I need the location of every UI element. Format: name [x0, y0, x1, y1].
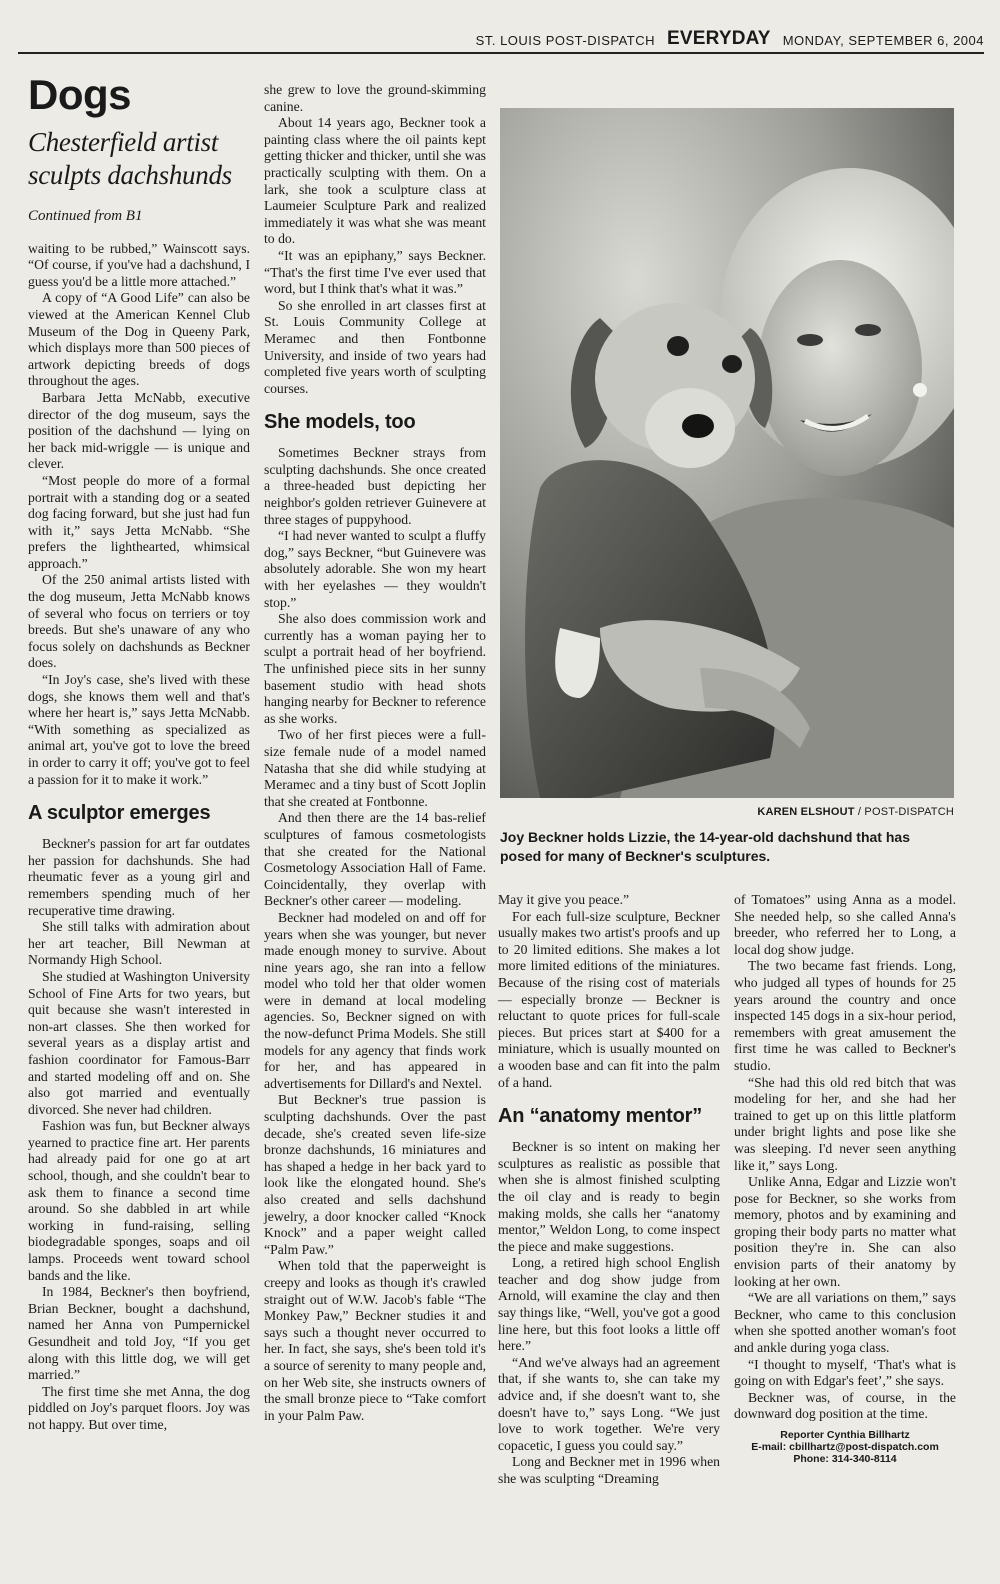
photo-illustration: [500, 108, 954, 798]
photo-caption: Joy Beckner holds Lizzie, the 14-year-old dachshund that has posed for many of Beckner's sculptures.: [500, 829, 910, 864]
paragraph: She also does commission work and currently has a woman paying her to sculpt a portrait head of her boyfriend. The unfinished piece sits in her sunny basement studio with head shots hanging nearby for Beckner to reference as she works.: [264, 611, 486, 726]
reporter-phone: Phone: 314-340-8114: [793, 1453, 897, 1465]
paragraph: “And we've always had an agreement that, if she wants to, she can take my advice and, if she doesn't want to, she doesn't have to,” says Long. “We just love to work together. We're very copacetic, I guess you could say.”: [498, 1354, 720, 1453]
reporter-info: [734, 1429, 956, 1465]
subhead-she-models-too: She models, too: [264, 411, 416, 434]
photo-credit: [500, 806, 954, 818]
paragraph: She studied at Washington University School of Fine Arts for two years, but quit because she wasn't interested in non-art classes. She then worked for several years as a display artist and fashion coordinator for Famous-Barr and started modeling off and on. She also got married and eventually divorced. She never had children.: [28, 968, 250, 1117]
article-column-2: [264, 82, 486, 1424]
photo-credit-org: / POST-DISPATCH: [854, 806, 954, 818]
paragraph: “I had never wanted to sculpt a fluffy dog,” says Beckner, “but Guinevere was absolutely adorable. She won my heart with her eyelashes — they wouldn't stop.”: [264, 528, 486, 610]
paragraph: Two of her first pieces were a full-size female nude of a model named Natasha that she did while studying at Meramec and a tiny bust of Scott Joplin that she created at Fontbonne.: [264, 727, 486, 809]
paragraph: A copy of “A Good Life” can also be viewed at the American Kennel Club Museum of the Dog in Queeny Park, which displays more than 500 pieces of artwork depicting breeds of dogs throughout the ages.: [28, 290, 250, 389]
paragraph: So she enrolled in art classes first at St. Louis Community College at Meramec and then Fontbonne University, and inside of two years had completed five years worth of sculpting courses.: [264, 297, 486, 396]
subhead-sculptor-emerges: A sculptor emerges: [28, 802, 211, 825]
masthead: [18, 26, 984, 54]
paragraph: “She had this old red bitch that was modeling for her, and she had her trained to get up on this little platform under bright lights and pose like she was sleeping. I'd never seen anything like it,” says Long.: [734, 1074, 956, 1173]
paragraph: she grew to love the ground-skimming canine.: [264, 82, 486, 114]
paragraph: “We are all variations on them,” says Beckner, who came to this conclusion when she spotted another woman's foot and ankle during yoga class.: [734, 1290, 956, 1356]
paragraph: The first time she met Anna, the dog piddled on Joy's parquet floors. Joy was not happy. But over time,: [28, 1383, 250, 1432]
article-column-4: [734, 892, 956, 1465]
paragraph: The two became fast friends. Long, who judged all types of hounds for 25 years around the country and once inspected 145 dogs in a six-hour period, remembers with great amusement the first time he was called to Beckner's studio.: [734, 958, 956, 1073]
paragraph: Beckner was, of course, in the downward dog position at the time.: [734, 1389, 956, 1422]
paragraph: “It was an epiphany,” says Beckner. “That's the first time I've ever used that word, but I think that's what it was.”: [264, 247, 486, 297]
paragraph: Long and Beckner met in 1996 when she was sculpting “Dreaming: [498, 1454, 720, 1486]
paragraph: Barbara Jetta McNabb, executive director of the dog museum, says the position of the dachshund — lying on her back mid-wriggle — is unique and clever.: [28, 389, 250, 472]
issue-date: MONDAY, SEPTEMBER 6, 2004: [782, 33, 984, 48]
paragraph: But Beckner's true passion is sculpting dachshunds. Over the past decade, she's created seven life-size bronze dachshunds, 16 miniatures and has shaped a hedge in her back yard to look like the elongated hound. She's also created and sells dachshund jewelry, a door knocker called “Knock Knock” and a paper weight called “Palm Paw.”: [264, 1092, 486, 1257]
article-photo: [500, 108, 954, 798]
paragraph: Beckner had modeled on and off for years when she was younger, but never made enough money to survive. About nine years ago, she ran into a fellow model who told her that older women were in demand at local modeling agencies. So, Beckner signed on with the now-defunct Prima Models. She still models for any agency that finds work for her, and has appeared in advertisements for Dillard's and Nextel.: [264, 909, 486, 1091]
paragraph: May it give you peace.”: [498, 892, 630, 907]
paragraph: Fashion was fun, but Beckner always yearned to practice fine art. Her parents had already paid for one go at art school, though, and she couldn't bear to ask them to finance a second time around. So she dabbled in art while working in fund-raising, selling biodegradable sponges, soaps and oil lamps. Proceeds went toward school bands and the like.: [28, 1118, 250, 1283]
photographer-name: KAREN ELSHOUT: [757, 806, 855, 818]
paragraph: Of the 250 animal artists listed with the dog museum, Jetta McNabb knows of several who focus on terriers or toy breeds. But she's unaware of any who focus solely on dachshunds as Beckner does.: [28, 572, 250, 671]
paragraph: She still talks with admiration about her art teacher, Bill Newman at Normandy High School.: [28, 919, 250, 968]
article-column-3: [498, 892, 720, 1488]
paragraph: About 14 years ago, Beckner took a painting class where the oil paints kept getting thicker and thicker, until she was practically sculpting with them. On a lark, she took a sculpture class at Laumeier Sculpture Park and realized immediately it was what she was meant to do.: [264, 115, 486, 247]
headline: Dogs: [28, 71, 131, 118]
paragraph: of Tomatoes” using Anna as a model. She needed help, so she called Anna's breeder, who referred her to Long, a local dog show judge.: [734, 892, 956, 957]
reporter-email: E-mail: cbillhartz@post-dispatch.com: [751, 1441, 939, 1453]
paragraph: Beckner is so intent on making her sculptures as realistic as possible that when she is almost finished sculpting the oil clay and is ready to begin making molds, she calls her “anatomy mentor,” Weldon Long, to come inspect the piece and make suggestions.: [498, 1139, 720, 1254]
paragraph: Unlike Anna, Edgar and Lizzie won't pose for Beckner, so she works from memory, photos and by examining and groping their body parts no matter what position they're in. She can also envision parts of their anatomy by looking at her own.: [734, 1174, 956, 1289]
paragraph: Sometimes Beckner strays from sculpting dachshunds. She once created a three-headed bust depicting her neighbor's golden retriever Guinevere at three stages of puppyhood.: [264, 445, 486, 527]
paragraph: waiting to be rubbed,” Wainscott says. “Of course, if you've had a dachshund, I guess you'd be a little more attached.”: [28, 240, 250, 289]
paragraph: When told that the paperweight is creepy and looks as though it's crawled straight out of W.W. Jacob's fable “The Monkey Paw,” Beckner studies it and says such a thought never occurred to her. In fact, she says, she's been told it's a source of serenity to many people and, on her Web site, she instructs owners of the small bronze piece to “Take comfort in your Palm Paw.: [264, 1258, 486, 1423]
paragraph: And then there are the 14 bas-relief sculptures of famous cosmetologists that she created for the National Cosmetology Association Hall of Fame. Coincidentally, they overlap with Beckner's other career — modeling.: [264, 810, 486, 909]
paragraph: For each full-size sculpture, Beckner usually makes two artist's proofs and up to 20 limited editions. She makes a lot more limited editions of the miniatures. Because of the rising cost of materials — especially bronze — Beckner is reluctant to quote prices for full-scale pieces. But prices start at $400 for a miniature, which is usually mounted on a wooden base and can fit into the palm of a hand.: [498, 908, 720, 1090]
paragraph: Long, a retired high school English teacher and dog show judge from Arnold, will examine the clay and then say things like, “Well, you've got a good line here, but this foot looks a little off here.”: [498, 1255, 720, 1354]
continued-from: Continued from B1: [28, 208, 143, 224]
deck: Chesterfield artist sculpts dachshunds: [28, 127, 232, 190]
paragraph: “I thought to myself, ‘That's what is going on with Edgar's feet’,” she says.: [734, 1356, 956, 1389]
section-name: EVERYDAY: [667, 28, 771, 49]
paragraph: “In Joy's case, she's lived with these dogs, she knows them well and that's where her heart is,” says Jetta McNabb. “With something as specialized as animal art, you've got to love the breed in order to carry it off; you've got to feel a passion for it to make it work.”: [28, 672, 250, 787]
paragraph: “Most people do more of a formal portrait with a standing dog or a seated dog facing forward, but she just had fun with it,” says Jetta McNabb. “She prefers the lighthearted, whimsical approach.”: [28, 472, 250, 571]
paragraph: Beckner's passion for art far outdates her passion for dachshunds. She had rheumatic fever as a young girl and remembers spending much of her recuperative time drawing.: [28, 836, 250, 918]
paragraph: In 1984, Beckner's then boyfriend, Brian Beckner, bought a dachshund, named her Anna von Pumpernickel Gesundheit and told Joy, “If you get along with this little dog, we will get married.”: [28, 1284, 250, 1383]
newspaper-name: ST. LOUIS POST-DISPATCH: [475, 33, 655, 48]
article-column-1: [28, 72, 250, 1434]
reporter-name: Reporter Cynthia Billhartz: [780, 1429, 910, 1441]
subhead-anatomy-mentor: An “anatomy mentor”: [498, 1105, 703, 1128]
